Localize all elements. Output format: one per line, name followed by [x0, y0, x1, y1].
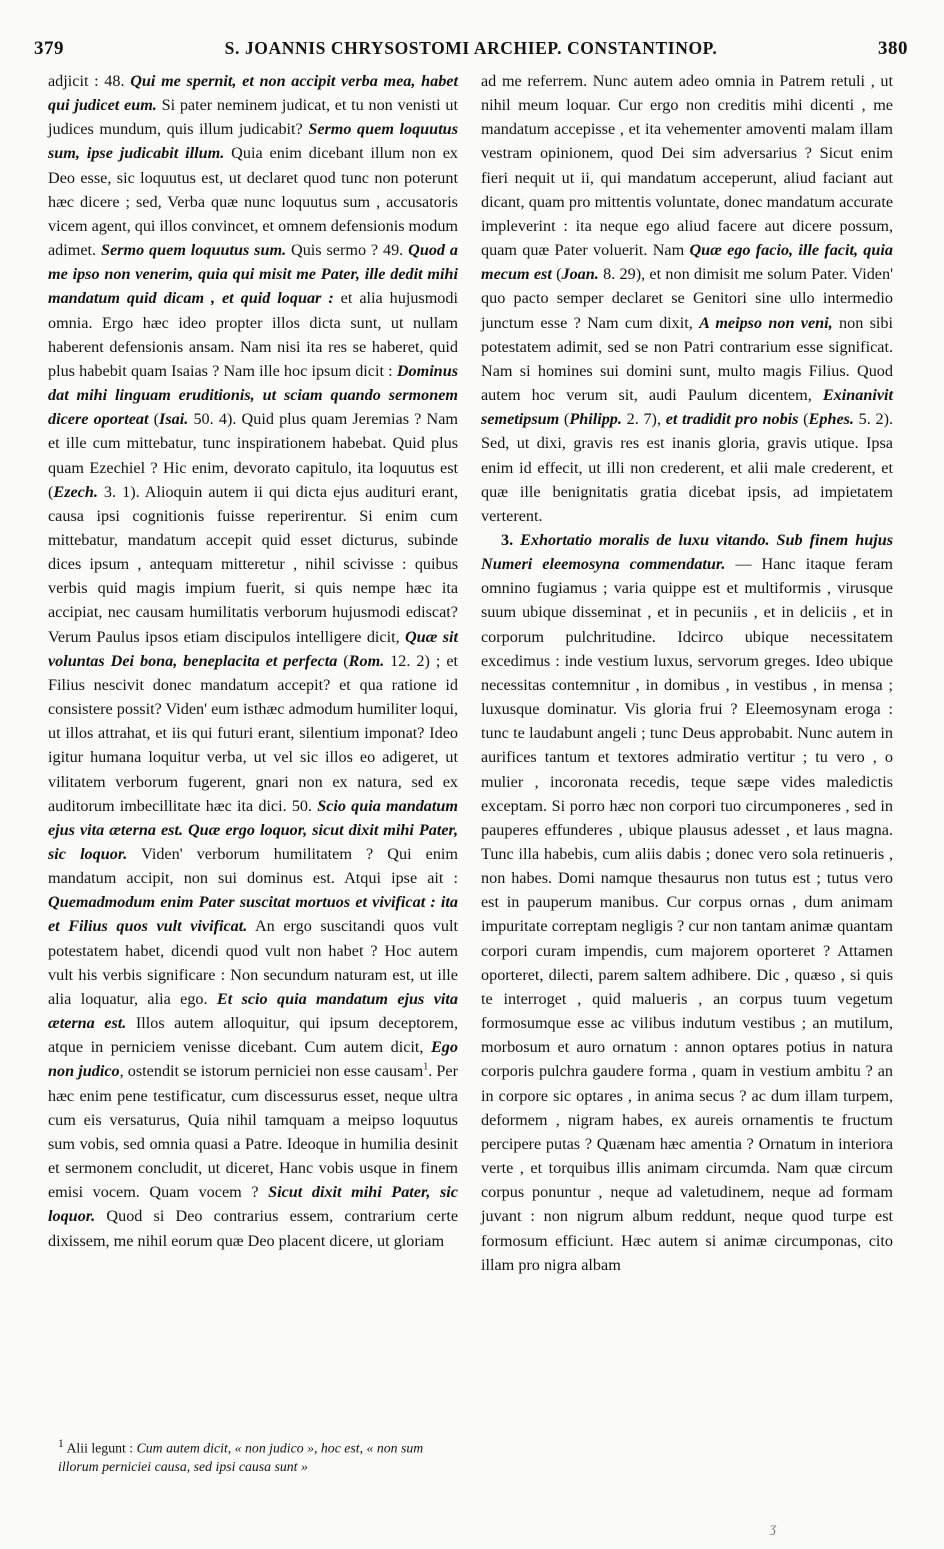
- citation-book: Philipp.: [569, 410, 622, 429]
- scripture-quote: A meipso non veni,: [699, 313, 833, 332]
- text-run: Quia enim dicebant illum non ex Deo esse, sic loquutus est, ut declaret quod tunc non poterunt hæc dicere ; sed, Verba quæ nunc loquutus sum , accusatoris vicem agent, qui illos convincet, et omnem defensionis modum adimet.: [48, 144, 459, 260]
- text-run: (: [559, 410, 570, 429]
- scripture-quote: Dominus dat mihi linguam eruditionis, ut sciam quando sermonem dicere oporteat: [48, 361, 458, 429]
- text-run: Quis sermo ? 49.: [286, 241, 409, 260]
- text-run: non sibi potestatem adimit, sed se non Patri contrarium esse significat. Nam si homines sui domini sunt, multo magis Filius. Quod autem hoc verum sit, audi Paulum dicentem,: [481, 313, 893, 405]
- page-number-left: 379: [34, 38, 64, 59]
- citation-book: Joan.: [561, 265, 599, 284]
- scripture-quote: Exinanivit semetipsum: [481, 386, 893, 429]
- paragraph: [48, 69, 458, 1253]
- scripture-quote: Et scio quia mandatum ejus vita æterna est.: [48, 989, 458, 1033]
- scripture-quote: Scio quia mandatum ejus vita æterna est. Quæ ergo loquor, sicut dixit mihi Pater, sic loquor.: [48, 796, 458, 863]
- text-run: 50. 4). Quid plus quam Jeremias ? Nam et ille cum mittebatur, tunc inspirationem habebat. Quid plus quam Ezechiel ? Hic enim, devorato capitulo, ita loquutus est (: [48, 410, 458, 501]
- footnote: [58, 1435, 458, 1476]
- text-run: 3. 1). Alioquin autem ii qui dicta ejus audituri erant, causa ipsi cognitionis fuisse reperirentur. Si enim cum mittebatur, mandatum accepit quid esset dicturus, subinde dices ipsum , antequam mitteretur , nihil scivisse : quibus verbis quid magis impium fuerit, si quis nempe hæc ita accipiat, nec causam humilitatis verborum hujusmodi ediscat? Verum Paulus ipsos etiam discipulos intelligere dicit,: [48, 482, 458, 646]
- page-number-right: 380: [878, 38, 908, 59]
- scripture-quote: Sicut dixit mihi Pater, sic loquor.: [48, 1183, 458, 1226]
- text-run: et alia hujusmodi omnia. Ergo hæc ideo propter illos dicta sunt, ut nullam haberent defensionis ansam. Nam nisi ita res se haberet, quid plus habebit quam Isaias ? Nam ille hoc ipsum dicit :: [48, 289, 458, 380]
- scripture-quote: Quæ ego facio, ille facit, quia mecum est: [481, 241, 893, 284]
- footnote-marker: 1: [423, 1062, 429, 1074]
- footnote-number: 1: [58, 1438, 64, 1450]
- section-summary: Exhortatio moralis de luxu vitando. Sub finem hujus Numeri eleemosyna commendatur.: [481, 530, 894, 574]
- scripture-quote: Quod a me ipso non venerim, quia qui misit me Pater, ille dedit mihi mandatum quid dicam , et quid loquar :: [48, 241, 458, 308]
- text-run: (: [148, 410, 160, 429]
- scripture-quote: Quemadmodum enim Pater suscitat mortuos et vivificat : ita et Filius quos vult vivificat.: [48, 893, 458, 936]
- left-column: [48, 69, 458, 1409]
- right-column: [481, 69, 893, 1469]
- scripture-quote: Quæ sit voluntas Dei bona, beneplacita et perfecta: [48, 627, 458, 670]
- scripture-quote: et tradidit pro nobis: [665, 410, 799, 429]
- text-run: 8. 29), et non dimisit me solum Pater. Viden' quo pacto semper declaret se Genitori sine ullo intermedio junctum esse ? Nam cum dixit,: [481, 265, 893, 332]
- scripture-quote: Sermo quem loquutus sum.: [100, 241, 287, 260]
- paragraph-section-3: [481, 528, 893, 1277]
- running-title: S. JOANNIS CHRYSOSTOMI ARCHIEP. CONSTANTINOP.: [224, 38, 718, 58]
- scripture-quote: Ego non judico: [48, 1038, 458, 1081]
- section-number: 3.: [501, 530, 521, 549]
- text-run: , ostendit se istorum perniciei non esse causam: [119, 1062, 424, 1081]
- footnote-quote: Cum autem dicit, « non judico », hoc est, « non sum illorum perniciei causa, sed ipsi causa sunt »: [58, 1440, 424, 1474]
- text-run: (: [798, 410, 809, 429]
- stray-ink-mark: ʒ: [770, 1521, 777, 1536]
- text-run: — Hanc itaque feram omnino fugiamus ; varia quippe est et multiformis , virusque suum ubique disseminat , et in pecuniis , et in deliciis , et in corporum pulchritudine. Idcirco ubique necessitatem excedimus : inde vestium luxus, servorum greges. Ideo ubique necessitas contemnitur , in domibus , in vestibus , in mensa ; luxusque dominatur. Vis gloria frui ? Eleemosynam eroga : tunc te laudabunt angeli ; tunc Deus approbabit. Nunc autem in aurifices tantum et textores admiratio vertitur ; tu vero , o mulier , incoronata recedis, teque sæpe vides maledictis exceptam. Si porro hæc non corpori tuo circumponeres , sed in pauperes effunderes , ubique plausus adesset , et laus magna. Tunc illa habebis, cum aliis dabis ; donec vero sola retinueris , non habes. Domi namque thesaurus non tutus est ; tutus vero est in pauperum manibus. Cur corpus ornas , dum animam impuritate correptam negligis ? cur non tantam animæ quantam corpori curam impendis, cum majorem oporteret ? Attamen oporteret, dilecti, parem saltem adhibere. Dic , quæso , si quis te interroget , quid malueris , an corpus tuum vegetum formosumque esse ac vilibus indutum vestibus ; an mutilum, morbosum et auro ornatum : annon optares potius in natura corporis pulchra gaudere forma , quam in vestium ambitu ? an in corpore sic optares , in anima secus ? ac dum illam turpem, deformem , nigram habes, ex aureis ornamentis te fructum percipere putas ? Quænam hæc amentia ? Ornatum in interiora verte , et torquibus illis animam circumda. Nam quæ circum corpus ponuntur , neque ad valetudinem, neque ad formam juvant : non nigrum album reddunt, neque quod turpe est formosum efficiunt. Hæc autem si animæ circumponas, cito illam pro nigra albam: [481, 555, 893, 1274]
- citation-book: Rom.: [348, 651, 385, 670]
- text-run: Si pater neminem judicat, et tu non venisti ut judices mundum, quis illum judicabit?: [48, 96, 458, 139]
- text-run: (: [337, 651, 349, 670]
- text-run: ad me referrem. Nunc autem adeo omnia in Patrem retuli , ut nihil meum loquar. Cur ergo non creditis mihi dicenti , me mandatum accepisse , et ita vehementer amoventi malam illam vestram opinionem, quod Dei sim adversarius ? Sicut enim fieri nequit ut ii, qui mandatum acceperunt, aliud faciant aut dicant, quam pro mittentis voluntate, donec mandatum accurate impleverint : ita neque ego aliud facere aut dicere possum, quam quæ Pater voluerit. Nam: [481, 72, 893, 260]
- citation-book: Ezech.: [53, 482, 98, 501]
- text-run: 5. 2). Sed, ut dixi, gravis res est inanis gloria, gravis utique. Ipsa enim id effecit, ut illi non crederent, et alii male crederent, et quæ ille benignitatis gratia dicebat ipsis, ad impietatem verterent.: [481, 410, 894, 525]
- scripture-quote: Sermo quem loquutus sum, ipse judicabit illum.: [48, 120, 458, 163]
- citation-book: Isai.: [159, 410, 189, 429]
- text-run: adjicit : 48.: [48, 72, 131, 90]
- text-run: 12. 2) ; et Filius nescivit donec mandatum accepit? et qua ratione id consistere possit? Viden' eum isthæc admodum humiliter loqui, ut illos attrahat, et iis qui futuri erant, silentium imponat? Ideo igitur humana loquitur verba, ut vel sic illos eo adigeret, ut vilitatem verborum fugerent, gnari non ex natura, sed ex auditorum imbecillitate hæc ita dici. 50.: [48, 651, 459, 815]
- text-run: An ergo suscitandi quos vult potestatem habet, dicendi quod vult non habet ? Hoc autem vult his verbis significare : Non secundum naturam est, ut ille alia loquatur, alia ego.: [48, 917, 458, 1008]
- text-run: Quod si Deo contrarius essem, contrarium certe dixissem, me nihil eorum quæ Deo placent dicere, ut gloriam: [48, 1207, 458, 1250]
- footnote-text: Alii legunt :: [63, 1440, 137, 1456]
- text-run: Illos autem alloquitur, qui ipsum deceptorem, atque in perniciem venisse dicebant. Cum autem dicit,: [48, 1014, 458, 1057]
- citation-book: Ephes.: [808, 410, 854, 429]
- text-run: Viden' verborum humilitatem ? Qui enim mandatum accipit, non sui dominus est. Atqui ipse ait :: [48, 845, 459, 888]
- paragraph: [481, 69, 893, 528]
- running-header: [34, 38, 908, 68]
- text-run: . Per hæc enim pene testificatur, cum discessurus esset, neque ultra cum eis versaturus, Quia nihil tamquam a meipso loquutus sum vobis, sed omnia quasi a Patre. Ideoque in humilia desinit et sermonem concludit, ut diceret, Hanc vobis usque in finem emisi vocem. Quam vocem ?: [48, 1062, 458, 1202]
- scripture-quote: Qui me spernit, et non accipit verba mea, habet qui judicet eum.: [48, 72, 458, 115]
- text-run: (: [551, 265, 562, 284]
- text-run: 2. 7),: [621, 410, 666, 429]
